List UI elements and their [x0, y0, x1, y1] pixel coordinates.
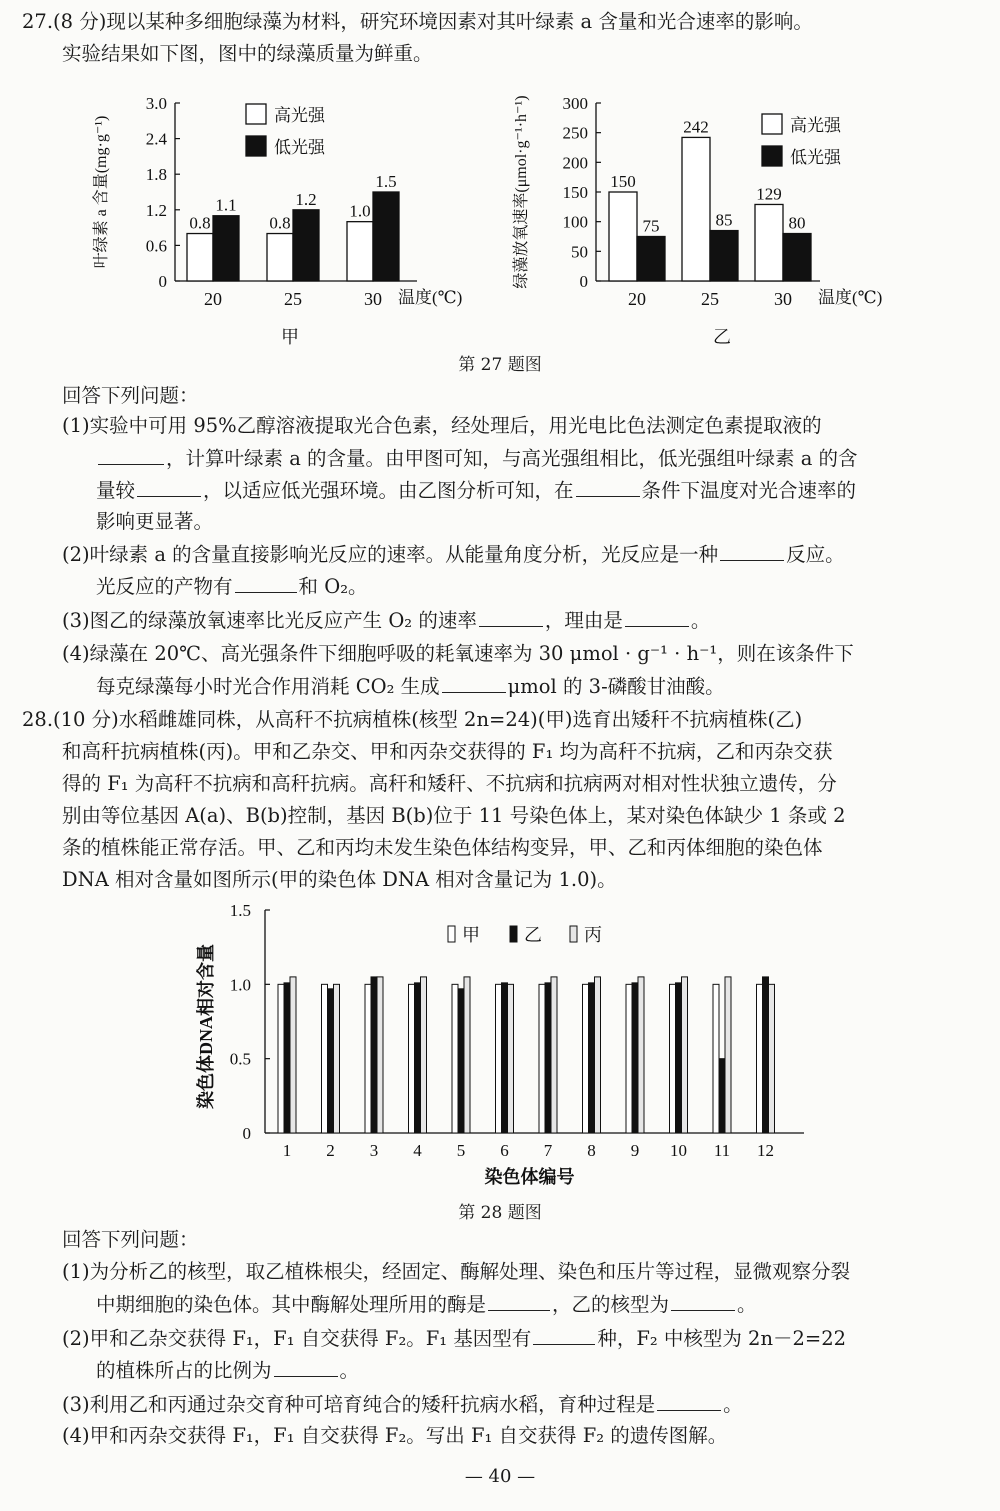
bar [421, 977, 427, 1133]
q27-q4-line2 [96, 672, 725, 701]
y-tick-label: 300 [562, 94, 588, 113]
bar [710, 231, 738, 281]
bar [415, 983, 421, 1133]
q28-q1-line1: (1)为分析乙的核型，取乙植株根尖，经固定、酶解处理、染色和压片等过程，显微观察分裂 [62, 1260, 851, 1283]
answer-blank[interactable] [488, 1290, 550, 1311]
x-axis-label: 温度(℃) [398, 288, 463, 307]
q28-stem-line5: 条的植株能正常存活。甲、乙和丙均未发生染色体结构变异，甲、乙和丙体细胞的染色体 [62, 836, 823, 859]
bar-data-label: 1.2 [295, 189, 317, 209]
q27-q2-line2 [96, 572, 368, 601]
q27-q1-line1: (1)实验中可用 95%乙醇溶液提取光合色素，经处理后，用光电比色法测定色素提取液的 [62, 414, 822, 437]
q27-q3-c: 。 [690, 609, 711, 632]
answer-blank[interactable] [274, 1356, 338, 1377]
x-tick-label: 6 [500, 1141, 509, 1160]
q27-answer-intro: 回答下列问题： [62, 384, 199, 407]
q27-q1-line3-a: 量较 [96, 479, 136, 502]
chart-chromosome-dna [180, 900, 820, 1200]
q28-q2-line2-b: 。 [339, 1359, 360, 1382]
x-tick-label: 25 [701, 289, 719, 309]
x-tick-label: 25 [284, 289, 302, 309]
legend-swatch [762, 114, 782, 134]
bar [458, 989, 464, 1133]
y-tick-label: 2.4 [145, 129, 167, 149]
bar [328, 989, 334, 1133]
bar [213, 216, 239, 281]
q28-q2-line1 [62, 1324, 846, 1353]
bar [713, 984, 719, 1133]
legend-swatch [246, 136, 266, 156]
bar [502, 983, 508, 1133]
y-tick-label: 0.5 [229, 1049, 251, 1069]
legend-label: 丙 [584, 925, 602, 945]
legend-label: 乙 [524, 925, 542, 945]
q28-stem-line1: 28.(10 分)水稻雌雄同株，从高秆不抗病植株(核型 2n=24)(甲)选育出矮秆不抗病植株(乙) [22, 708, 803, 731]
bar [551, 977, 557, 1133]
bar [508, 984, 514, 1133]
bar [757, 984, 763, 1133]
bar [290, 977, 296, 1133]
bar [670, 984, 676, 1133]
bar [755, 204, 783, 281]
y-tick-label: 1.5 [229, 901, 251, 920]
x-tick-label: 30 [364, 289, 382, 309]
x-tick-label: 2 [326, 1141, 335, 1160]
q27-q1-line2-text: ，计算叶绿素 a 的含量。由甲图可知，与高光强组相比，低光强组叶绿素 a 的含 [166, 447, 858, 470]
y-tick-label: 50 [571, 242, 588, 262]
bar-data-label: 0.8 [189, 213, 211, 233]
bar [609, 192, 637, 281]
bar [595, 977, 601, 1133]
y-tick-label: 0 [579, 272, 588, 291]
q27-q1-line3 [96, 476, 856, 505]
bar [682, 137, 710, 281]
bar-data-label: 80 [788, 213, 806, 233]
q28-stem-line2: 和高秆抗病植株(丙)。甲和乙杂交、甲和丙杂交获得的 F₁ 均为高秆不抗病，乙和丙杂交获 [62, 740, 833, 763]
bar [377, 977, 383, 1133]
bar-data-label: 1.5 [375, 172, 397, 191]
x-tick-label: 1 [282, 1141, 292, 1160]
chart-yi [500, 82, 920, 352]
x-tick-label: 11 [713, 1141, 731, 1160]
y-axis-label: 染色体DNA相对含量 [196, 944, 216, 1109]
legend-swatch [762, 146, 782, 166]
bar [409, 984, 415, 1133]
bar [769, 984, 775, 1133]
bar [589, 983, 595, 1133]
q27-q4-line2-a: 每克绿藻每小时光合作用消耗 CO₂ 生成 [96, 675, 440, 698]
bar [371, 977, 377, 1133]
q27-stem-line2: 实验结果如下图，图中的绿藻质量为鲜重。 [62, 42, 433, 65]
bar [334, 984, 340, 1133]
bar-data-label: 85 [715, 210, 733, 230]
y-tick-label: 0.6 [145, 236, 167, 256]
bar [763, 977, 769, 1133]
answer-blank[interactable] [442, 672, 506, 693]
q28-q3 [62, 1390, 743, 1419]
q27-q1-line4: 影响更显著。 [96, 510, 214, 533]
bar [365, 984, 371, 1133]
q27-q1-line3-b: ，以适应低光强环境。由乙图分析可知，在 [203, 479, 574, 502]
q27-q2-line2-a: 光反应的产物有 [96, 575, 233, 598]
legend-label: 低光强 [274, 138, 325, 157]
q27-q3-b: ，理由是 [544, 609, 623, 632]
q28-q4: (4)甲和丙杂交获得 F₁，F₁ 自交获得 F₂。写出 F₁ 自交获得 F₂ 的遗传图解。 [62, 1424, 728, 1447]
bar [293, 210, 319, 281]
legend-swatch [570, 926, 577, 942]
y-tick-label: 250 [562, 123, 588, 143]
bar-data-label: 1.0 [349, 201, 371, 221]
q27-q2-line1-b: 反应。 [786, 543, 845, 566]
q27-q1-line3-c: 条件下温度对光合速率的 [641, 479, 857, 502]
page-number: — 40 — [464, 1466, 536, 1487]
x-axis-label: 温度(℃) [818, 288, 883, 307]
y-tick-label: 200 [562, 153, 588, 173]
x-axis-label: 染色体编号 [484, 1167, 575, 1187]
x-tick-label: 7 [543, 1141, 553, 1160]
bar-data-label: 242 [683, 117, 709, 137]
bar-data-label: 0.8 [269, 213, 291, 233]
bar [783, 234, 811, 281]
bar [347, 222, 373, 281]
q28-q3-a: (3)利用乙和丙通过杂交育种可培育纯合的矮秆抗病水稻，育种过程是 [62, 1393, 656, 1416]
bar-data-label: 1.1 [215, 195, 237, 215]
x-tick-label: 10 [670, 1141, 687, 1160]
y-tick-label: 100 [562, 212, 588, 232]
bar [583, 984, 589, 1133]
x-tick-label: 5 [456, 1141, 466, 1160]
y-axis-label: 叶绿素 a 含量(mg·g⁻¹) [93, 115, 110, 269]
q27-q4-line1: (4)绿藻在 20℃、高光强条件下细胞呼吸的耗氧速率为 30 μmol · g⁻¹ · h⁻¹，则在该条件下 [62, 642, 854, 665]
legend-label: 高光强 [274, 106, 325, 125]
q27-q2-line1-a: (2)叶绿素 a 的含量直接影响光反应的速率。从能量角度分析，光反应是一种 [62, 543, 719, 566]
x-tick-label: 8 [587, 1141, 596, 1160]
bar [496, 984, 502, 1133]
q28-stem-line6: DNA 相对含量如图所示(甲的染色体 DNA 相对含量记为 1.0)。 [62, 868, 617, 891]
q27-q3-a: (3)图乙的绿藻放氧速率比光反应产生 O₂ 的速率 [62, 609, 477, 632]
x-tick-label: 20 [628, 289, 646, 309]
q28-q2-line2-a: 的植株所占的比例为 [96, 1359, 272, 1382]
q28-stem-line4: 别由等位基因 A(a)、B(b)控制，基因 B(b)位于 11 号染色体上，某对染色体缺少 1 条或 2 [62, 804, 846, 827]
x-tick-label: 12 [757, 1141, 774, 1160]
bar [452, 984, 458, 1133]
answer-blank[interactable] [657, 1390, 721, 1411]
y-tick-label: 1.8 [145, 165, 167, 185]
legend-label: 高光强 [790, 116, 841, 135]
q28-q3-b: 。 [723, 1393, 743, 1416]
bar [373, 192, 399, 281]
y-tick-label: 150 [562, 183, 588, 202]
legend-label: 低光强 [790, 148, 841, 167]
bar [464, 977, 470, 1133]
legend-label: 甲 [462, 925, 480, 945]
answer-blank[interactable] [720, 540, 784, 561]
q28-q1-line2-c: 。 [737, 1293, 757, 1316]
x-tick-label: 20 [204, 289, 222, 309]
q28-q2-line1-a: (2)甲和乙杂交获得 F₁，F₁ 自交获得 F₂。F₁ 基因型有 [62, 1327, 532, 1350]
bar [725, 977, 731, 1133]
bar [626, 984, 632, 1133]
q28-figure-caption: 第 28 题图 [458, 1203, 542, 1223]
bar [545, 983, 551, 1133]
bar-data-label: 75 [642, 216, 660, 236]
chart-jia [90, 82, 520, 352]
y-tick-label: 1.2 [145, 200, 167, 220]
bar [638, 977, 644, 1133]
answer-blank[interactable] [98, 444, 164, 465]
answer-blank[interactable] [671, 1290, 735, 1311]
q28-q1-line2-a: 中期细胞的染色体。其中酶解处理所用的酶是 [96, 1293, 487, 1316]
bar [682, 977, 688, 1133]
bar [284, 983, 290, 1133]
bar [539, 984, 545, 1133]
bar [637, 237, 665, 282]
bar [278, 984, 284, 1133]
x-tick-label: 3 [369, 1141, 379, 1160]
bar [322, 984, 328, 1133]
answer-blank[interactable] [533, 1324, 595, 1345]
answer-blank[interactable] [235, 572, 297, 593]
x-tick-label: 30 [774, 289, 792, 309]
answer-blank[interactable] [479, 606, 543, 627]
bar-data-label: 129 [756, 184, 782, 204]
q28-stem-line3: 得的 F₁ 为高秆不抗病和高秆抗病。高秆和矮秆、不抗病和抗病两对相对性状独立遗传，分 [62, 772, 837, 795]
q27-q2-line2-b: 和 O₂。 [298, 575, 368, 598]
q28-q1-line2-b: ，乙的核型为 [552, 1293, 670, 1316]
legend-swatch [510, 926, 517, 942]
q28-q2-line1-b: 种，F₂ 中核型为 2n－2=22 [597, 1327, 847, 1350]
y-tick-label: 1.0 [229, 975, 251, 995]
q27-q4-line2-b: μmol 的 3-磷酸甘油酸。 [507, 675, 725, 698]
bar [676, 983, 682, 1133]
figure-label: 乙 [713, 327, 731, 347]
q28-answer-intro: 回答下列问题： [62, 1228, 199, 1251]
q27-stem-line1: 27.(8 分)现以某种多细胞绿藻为材料，研究环境因素对其叶绿素 a 含量和光合速率的影响。 [22, 10, 813, 33]
y-tick-label: 0 [242, 1124, 251, 1143]
answer-blank[interactable] [576, 476, 640, 497]
legend-swatch [246, 104, 266, 124]
bar [719, 1059, 725, 1133]
q27-q2-line1 [62, 540, 845, 569]
figure-label: 甲 [281, 327, 299, 347]
q27-figure-caption: 第 27 题图 [458, 355, 542, 375]
q27-q3 [62, 606, 710, 635]
bar [187, 234, 213, 281]
answer-blank[interactable] [137, 476, 201, 497]
bar [632, 983, 638, 1133]
bar-data-label: 150 [610, 172, 636, 191]
y-tick-label: 3.0 [145, 94, 167, 113]
q28-q1-line2 [96, 1290, 757, 1319]
y-axis-label: 绿藻放氧速率(μmol·g⁻¹·h⁻¹) [513, 95, 530, 289]
x-tick-label: 9 [630, 1141, 640, 1160]
answer-blank[interactable] [625, 606, 689, 627]
bar [267, 234, 293, 281]
legend-swatch [448, 926, 455, 942]
x-tick-label: 4 [413, 1141, 422, 1160]
q27-q1-line2 [96, 444, 858, 473]
y-tick-label: 0 [158, 272, 167, 291]
q28-q2-line2 [96, 1356, 359, 1385]
